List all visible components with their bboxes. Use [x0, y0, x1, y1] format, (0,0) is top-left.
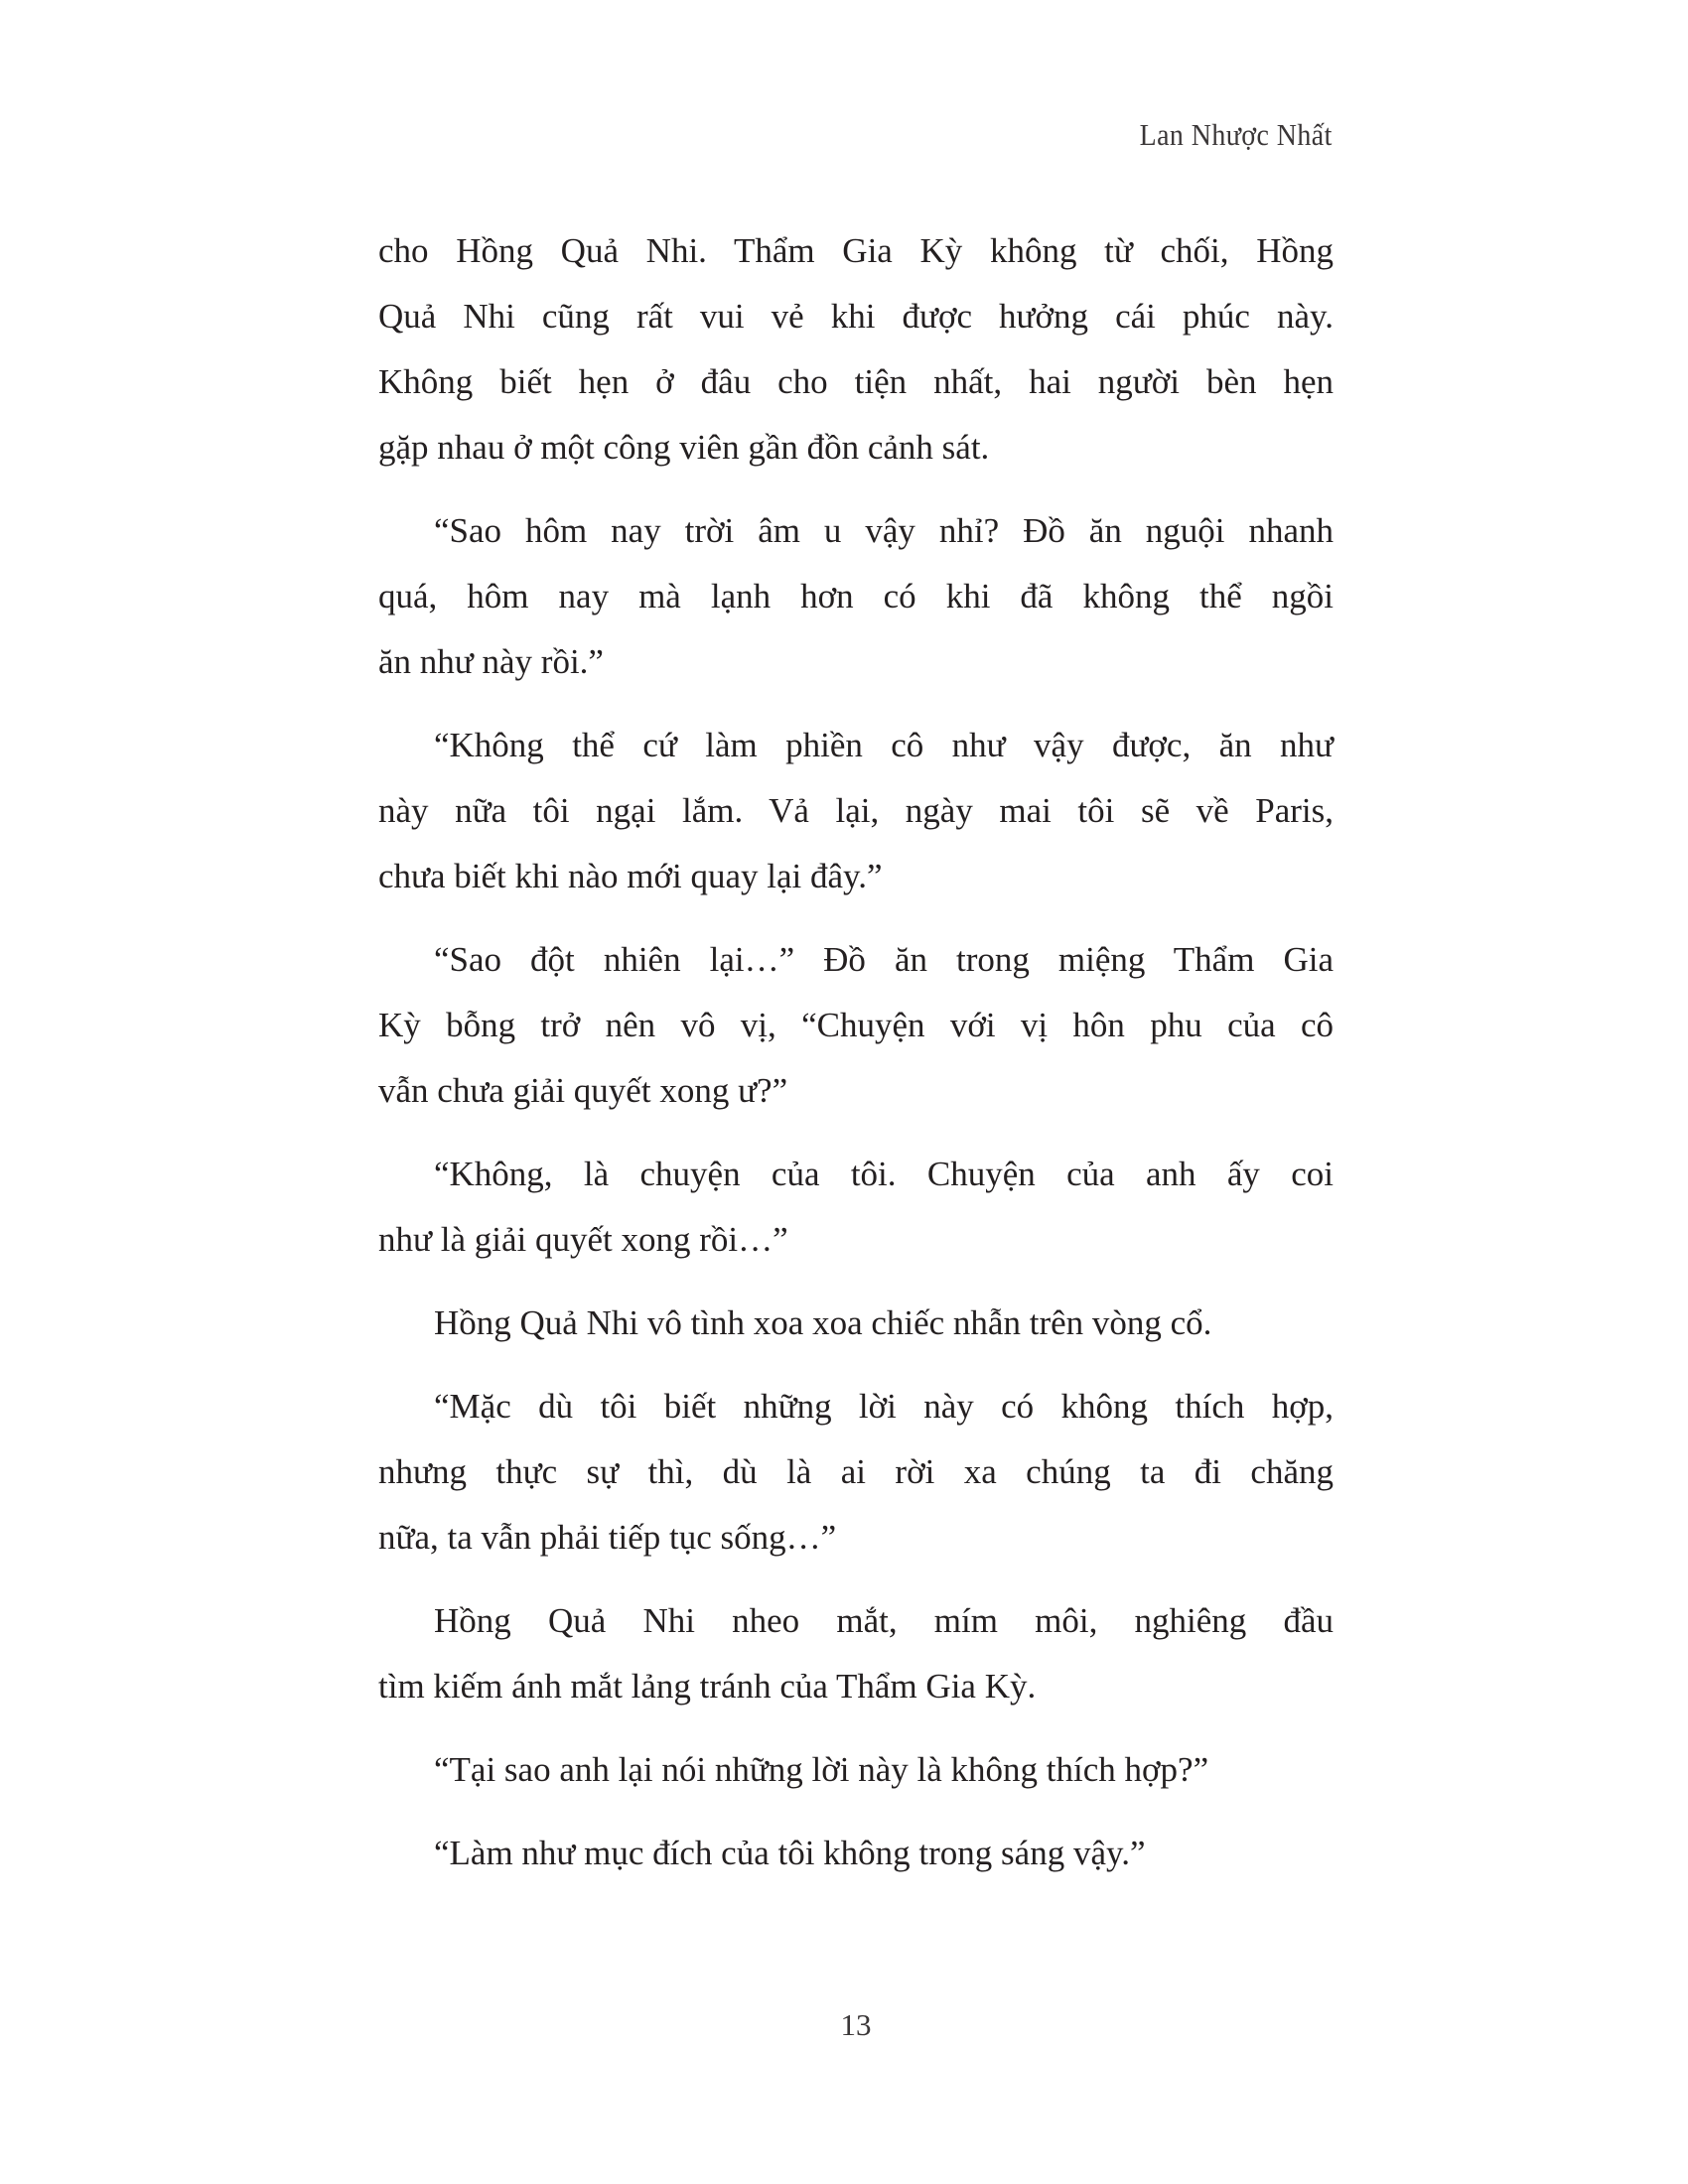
text-line: quá, hôm nay mà lạnh hơn có khi đã không thể ngồi	[378, 577, 1334, 615]
text-line: này nữa tôi ngại lắm. Vả lại, ngày mai tôi sẽ về Paris,	[378, 791, 1334, 830]
text-line: như là giải quyết xong rồi…”	[378, 1220, 788, 1259]
paragraph	[378, 1737, 1334, 1803]
text-line: “Tại sao anh lại nói những lời này là không thích hợp?”	[434, 1750, 1209, 1789]
text-line: Hồng Quả Nhi nheo mắt, mím môi, nghiêng đầu	[434, 1601, 1334, 1640]
text-line: nhưng thực sự thì, dù là ai rời xa chúng ta đi chăng	[378, 1452, 1334, 1491]
page-number: 13	[840, 2007, 872, 2042]
paragraph	[378, 1588, 1334, 1719]
paragraph	[378, 1374, 1334, 1570]
text-line: cho Hồng Quả Nhi. Thẩm Gia Kỳ không từ chối, Hồng	[378, 231, 1334, 270]
text-line: nữa, ta vẫn phải tiếp tục sống…”	[378, 1518, 837, 1557]
paragraph	[378, 498, 1334, 695]
text-line: “Không thể cứ làm phiền cô như vậy được, ăn như	[434, 726, 1334, 764]
paragraph	[378, 218, 1334, 480]
text-line: ăn như này rồi.”	[378, 642, 604, 681]
paragraph	[378, 1821, 1334, 1886]
body-text	[378, 218, 1334, 1886]
text-line: gặp nhau ở một công viên gần đồn cảnh sát.	[378, 428, 990, 467]
text-line: “Sao đột nhiên lại…” Đồ ăn trong miệng Thẩm Gia	[434, 940, 1334, 979]
running-header: Lan Nhược Nhất	[1139, 117, 1333, 152]
text-line: “Làm như mục đích của tôi không trong sáng vậy.”	[434, 1834, 1146, 1872]
text-line: chưa biết khi nào mới quay lại đây.”	[378, 857, 883, 895]
paragraph	[378, 1142, 1334, 1273]
paragraph	[378, 927, 1334, 1124]
text-line: Kỳ bỗng trở nên vô vị, “Chuyện với vị hôn phu của cô	[378, 1006, 1334, 1044]
text-line: “Không, là chuyện của tôi. Chuyện của anh ấy coi	[434, 1155, 1334, 1193]
text-line: Quả Nhi cũng rất vui vẻ khi được hưởng cái phúc này.	[378, 297, 1334, 336]
text-line: tìm kiếm ánh mắt lảng tránh của Thẩm Gia Kỳ.	[378, 1667, 1037, 1706]
text-line: vẫn chưa giải quyết xong ư?”	[378, 1071, 788, 1110]
paragraph	[378, 713, 1334, 909]
text-line: “Sao hôm nay trời âm u vậy nhỉ? Đồ ăn nguội nhanh	[434, 511, 1334, 550]
text-line: Hồng Quả Nhi vô tình xoa xoa chiếc nhẫn trên vòng cổ.	[434, 1303, 1212, 1342]
text-line: Không biết hẹn ở đâu cho tiện nhất, hai người bèn hẹn	[378, 362, 1334, 401]
paragraph	[378, 1291, 1334, 1356]
text-line: “Mặc dù tôi biết những lời này có không thích hợp,	[434, 1387, 1334, 1426]
